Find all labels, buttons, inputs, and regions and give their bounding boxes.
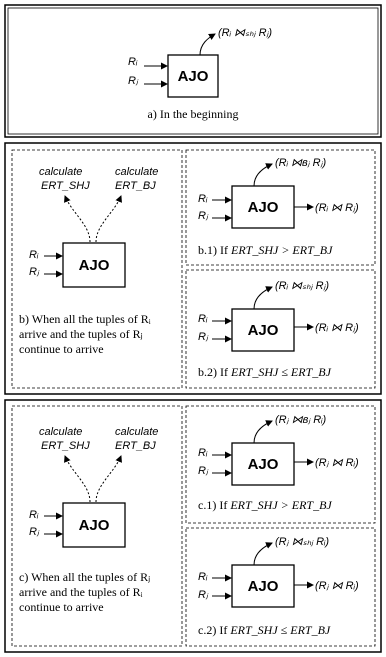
panel-a-input-ri: Rᵢ [128,56,138,68]
panel-c1-caption [198,498,332,512]
panel-c-dotted-arrow-bj [96,456,121,502]
panel-b-ajo-label: AJO [78,257,110,274]
panel-c-calc-bj-line2: ERT_BJ [115,440,156,452]
panel-b1-ajo-label: AJO [247,199,279,216]
panel-c-calc-shj-line1: calculate [39,426,83,438]
panel-b1-caption [198,243,333,257]
panel-b-dotted-arrow-bj [96,196,121,242]
panel-c-calc-shj-line2: ERT_SHJ [41,440,90,452]
panel-b2-output-up-arrow [254,287,272,309]
panel-c1-output-right-label: (Rⱼ ⋈ Rᵢ) [315,457,359,469]
panel-b-input-rj: Rⱼ [29,266,39,278]
panel-b2-output-up-label: (Rᵢ ⋈ₛₕⱼ Rⱼ) [275,280,330,292]
panel-b2-input-rj: Rⱼ [198,331,208,343]
panel-c2-caption-prefix: c.2) If [198,623,231,637]
panel-b-calc-shj-line2: ERT_SHJ [41,180,90,192]
panel-c-caption-line1: c) When all the tuples of Rⱼ [19,570,151,584]
panel-c2-output-up-label: (Rⱼ ⋈ₛₕⱼ Rᵢ) [275,536,330,548]
panel-a-output-arrow [200,34,215,55]
panel-b-caption-line1: b) When all the tuples of Rᵢ [19,312,151,326]
panel-b1-input-ri: Rᵢ [198,193,208,205]
panel-b1-caption-condition: ERT_SHJ > ERT_BJ [231,243,333,257]
panel-c-caption-line3: continue to arrive [19,600,104,614]
panel-c-ajo-label: AJO [78,517,110,534]
panel-c1-caption-condition: ERT_SHJ > ERT_BJ [230,498,332,512]
panel-b1-output-right-label: (Rᵢ ⋈ Rⱼ) [315,202,359,214]
panel-c2-input-rj: Rⱼ [198,589,208,601]
panel-b-calc-bj-line2: ERT_BJ [115,180,156,192]
panel-c1-input-rj: Rⱼ [198,465,208,477]
panel-c-caption-line2: arrive and the tuples of Rᵢ [19,585,143,599]
panel-b-calc-bj-line1: calculate [115,166,159,178]
panel-b1-input-rj: Rⱼ [198,210,208,222]
panel-b1-output-up-label: (Rᵢ ⋈ʙⱼ Rⱼ) [275,157,327,169]
panel-c-calc-bj-line1: calculate [115,426,159,438]
panel-c-dotted-arrow-shj [65,456,90,502]
panel-c2-output-up-arrow [254,543,272,565]
panel-c-input-ri: Rᵢ [29,509,39,521]
panel-b-caption-line2: arrive and the tuples of Rⱼ [19,327,143,341]
panel-c1-input-ri: Rᵢ [198,447,208,459]
panel-b2-caption-condition: ERT_SHJ ≤ ERT_BJ [231,365,331,379]
panel-b2-ajo-label: AJO [247,322,279,339]
panel-c-input-rj: Rⱼ [29,526,39,538]
panel-c2-input-ri: Rᵢ [198,571,208,583]
panel-c1-output-up-label: (Rⱼ ⋈ʙⱼ Rᵢ) [275,414,327,426]
panel-b-dotted-arrow-shj [65,196,90,242]
panel-a-ajo-label: AJO [177,68,209,85]
panel-a-caption: a) In the beginning [147,107,239,121]
panel-c2-output-right-label: (Rⱼ ⋈ Rᵢ) [315,580,359,592]
panel-b2-input-ri: Rᵢ [198,313,208,325]
panel-c2-caption-condition: ERT_SHJ ≤ ERT_BJ [230,623,331,637]
panel-b-input-ri: Rᵢ [29,249,39,261]
panel-b2-caption [198,365,332,379]
panel-c2-caption [198,623,331,637]
panel-b-caption-line3: continue to arrive [19,342,104,356]
panel-a-input-rj: Rⱼ [128,75,138,87]
panel-c1-output-up-arrow [254,421,272,443]
panel-b1-output-up-arrow [254,164,272,186]
panel-c2-ajo-label: AJO [247,578,279,595]
panel-b1-caption-prefix: b.1) If [198,243,231,257]
panel-a-output-label: (Rᵢ ⋈ₛₕⱼ Rⱼ) [218,27,273,39]
panel-b2-output-right-label: (Rᵢ ⋈ Rⱼ) [315,322,359,334]
panel-b2-caption-prefix: b.2) If [198,365,231,379]
panel-c1-ajo-label: AJO [247,456,279,473]
panel-b-calc-shj-line1: calculate [39,166,83,178]
panel-c1-caption-prefix: c.1) If [198,498,231,512]
